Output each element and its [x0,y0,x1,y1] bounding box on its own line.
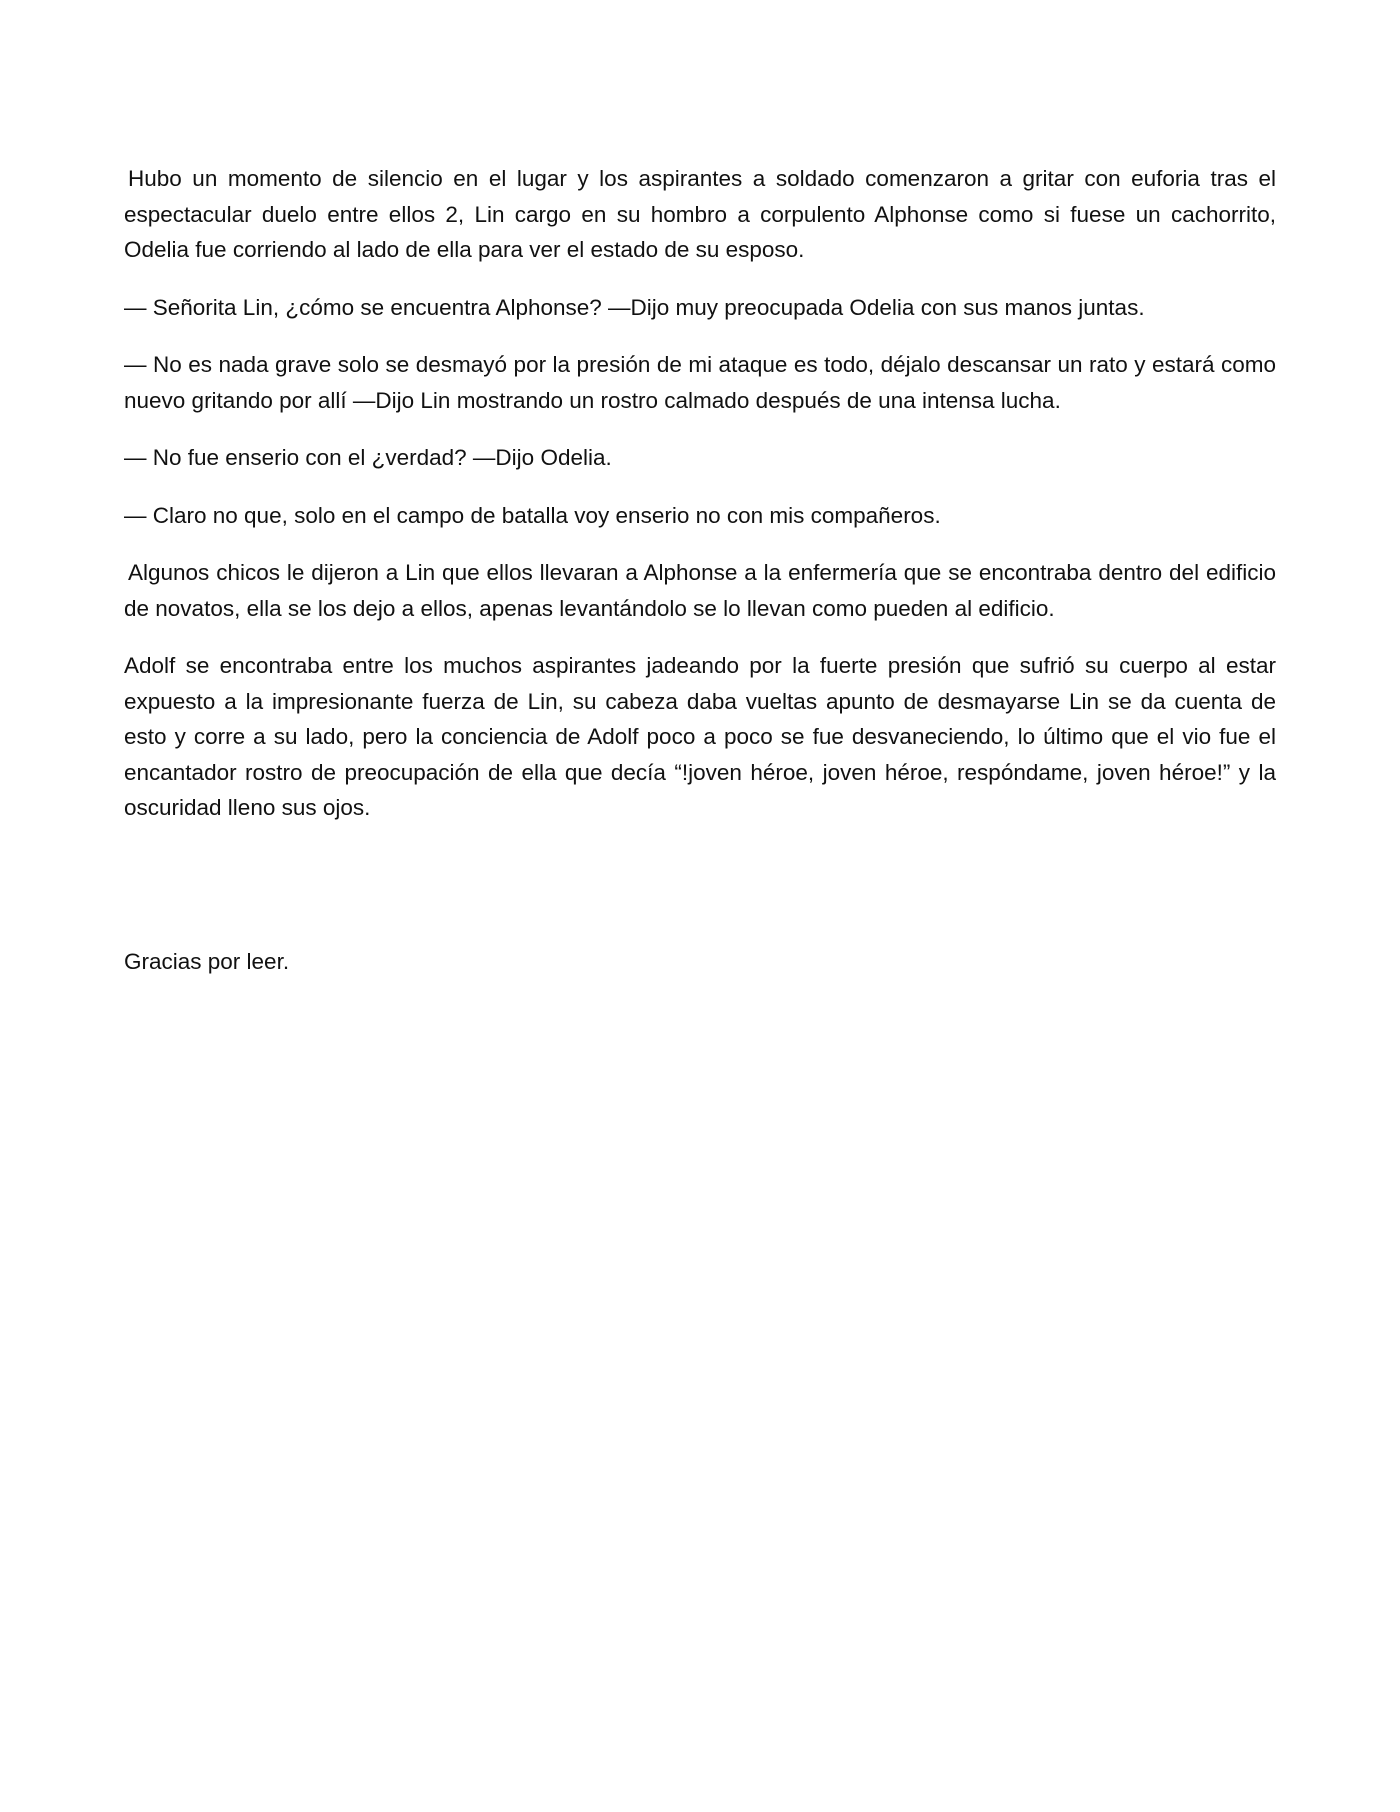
paragraph-1: Hubo un momento de silencio en el lugar y los aspirantes a soldado comenzaron a gritar con euforia tras el espectacular duelo entre ellos 2, Lin cargo en su hombro a corpulento Alphonse como si fuese un cachorrito, Odelia fue corriendo al lado de ella para ver el estado de su esposo. [124,166,1276,262]
paragraph-4: — No fue enserio con el ¿verdad? —Dijo Odelia. [124,445,612,470]
paragraph-7: Adolf se encontraba entre los muchos aspirantes jadeando por la fuerte presión que sufrió su cuerpo al estar expuesto a la impresionante fuerza de Lin, su cabeza daba vueltas apunto de desmayarse Lin se da cuenta de esto y corre a su lado, pero la conciencia de Adolf poco a poco se fue desvaneciendo, lo último que el vio fue el encantador rostro de preocupación de ella que decía “!joven héroe, joven héroe, respóndame, joven héroe!” y la oscuridad lleno sus ojos. [124,653,1276,820]
paragraph-2: — Señorita Lin, ¿cómo se encuentra Alphonse? —Dijo muy preocupada Odelia con sus manos juntas. [124,294,1145,320]
paragraph-5: — Claro no que, solo en el campo de batalla voy enserio no con mis compañeros. [124,502,941,528]
closing-line: Gracias por leer. [124,948,290,974]
paragraph-3: — No es nada grave solo se desmayó por la presión de mi ataque es todo, déjalo descansar un rato y estará como nuevo gritando por allí —Dijo Lin mostrando un rostro calmado después de una intensa lucha. [124,352,1276,413]
document-body [124,161,1276,1001]
paragraph-6: Algunos chicos le dijeron a Lin que ellos llevaran a Alphonse a la enfermería que se encontraba dentro del edificio de novatos, ella se los dejo a ellos, apenas levantándolo se lo llevan como pueden al edificio. [124,560,1276,621]
